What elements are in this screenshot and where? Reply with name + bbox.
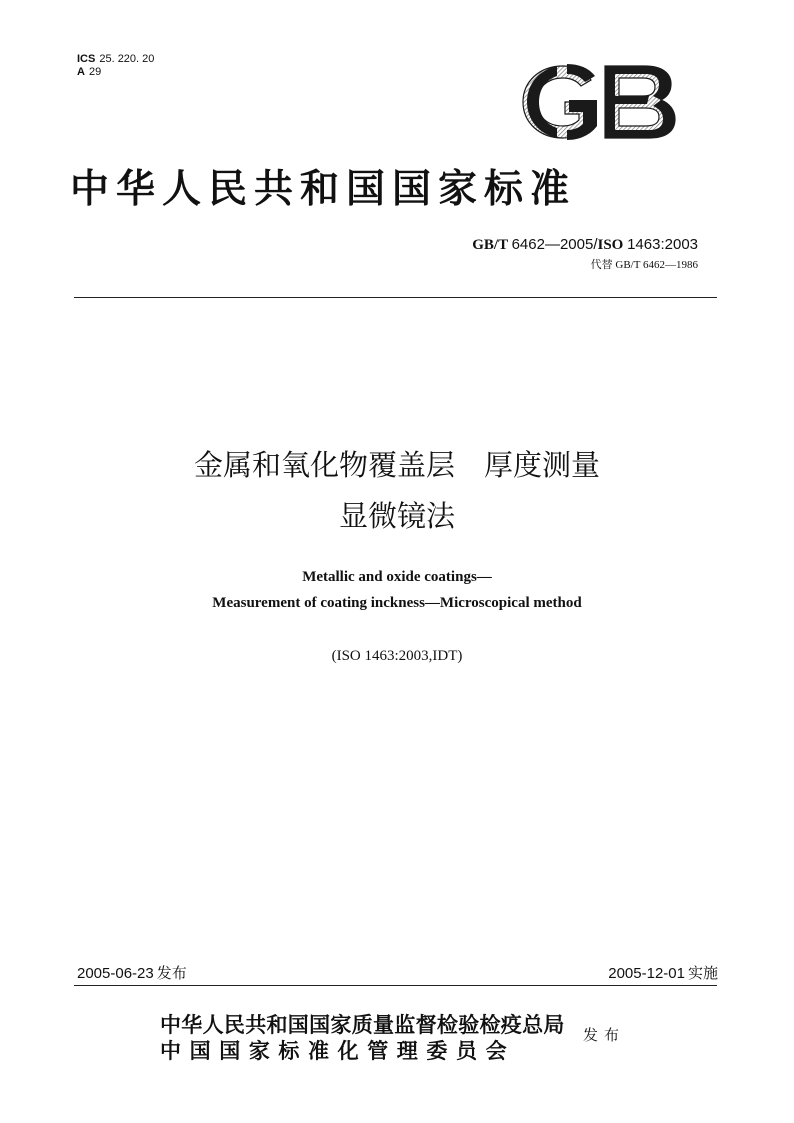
standard-number-value: 6462—2005/	[511, 236, 598, 253]
footer-divider	[74, 985, 717, 986]
issuer-sac: 中国国家标准化管理委员会	[160, 1038, 516, 1063]
iso-number-value: 1463:2003	[627, 236, 698, 253]
iso-prefix: ISO	[597, 237, 624, 253]
standard-prefix: GB/T	[472, 237, 508, 253]
header-divider	[74, 297, 717, 298]
cn-title-line2: 显微镜法	[338, 499, 455, 533]
release-date	[77, 962, 187, 983]
release-date-value: 2005-06-23	[77, 965, 154, 982]
gb-logo-icon	[517, 62, 677, 142]
release-label: 发布	[156, 964, 187, 982]
ccs-code: A 29	[77, 66, 102, 78]
classification-codes	[77, 53, 154, 79]
implement-date	[608, 962, 718, 983]
iso-equivalence: (ISO 1463:2003,IDT)	[331, 648, 463, 664]
publish-label: 发布	[583, 1026, 626, 1044]
en-title-line1: Metallic and oxide coatings—	[302, 569, 492, 585]
implement-label: 实施	[687, 964, 718, 982]
implement-date-value: 2005-12-01	[608, 965, 685, 982]
en-title-line2: Measurement of coating inckness—Microscopical method	[212, 595, 582, 611]
replaces-standard: 代替 GB/T 6462—1986	[590, 259, 698, 271]
cn-title-line1: 金属和氧化物覆盖层 厚度测量	[193, 448, 600, 482]
ics-code: ICS 25. 220. 20	[77, 53, 155, 65]
standard-number	[472, 236, 698, 254]
national-standard-title: 中华人民共和国国家标准	[70, 166, 577, 212]
issuer-aqsiq: 中华人民共和国国家质量监督检验检疫总局	[160, 1012, 565, 1037]
